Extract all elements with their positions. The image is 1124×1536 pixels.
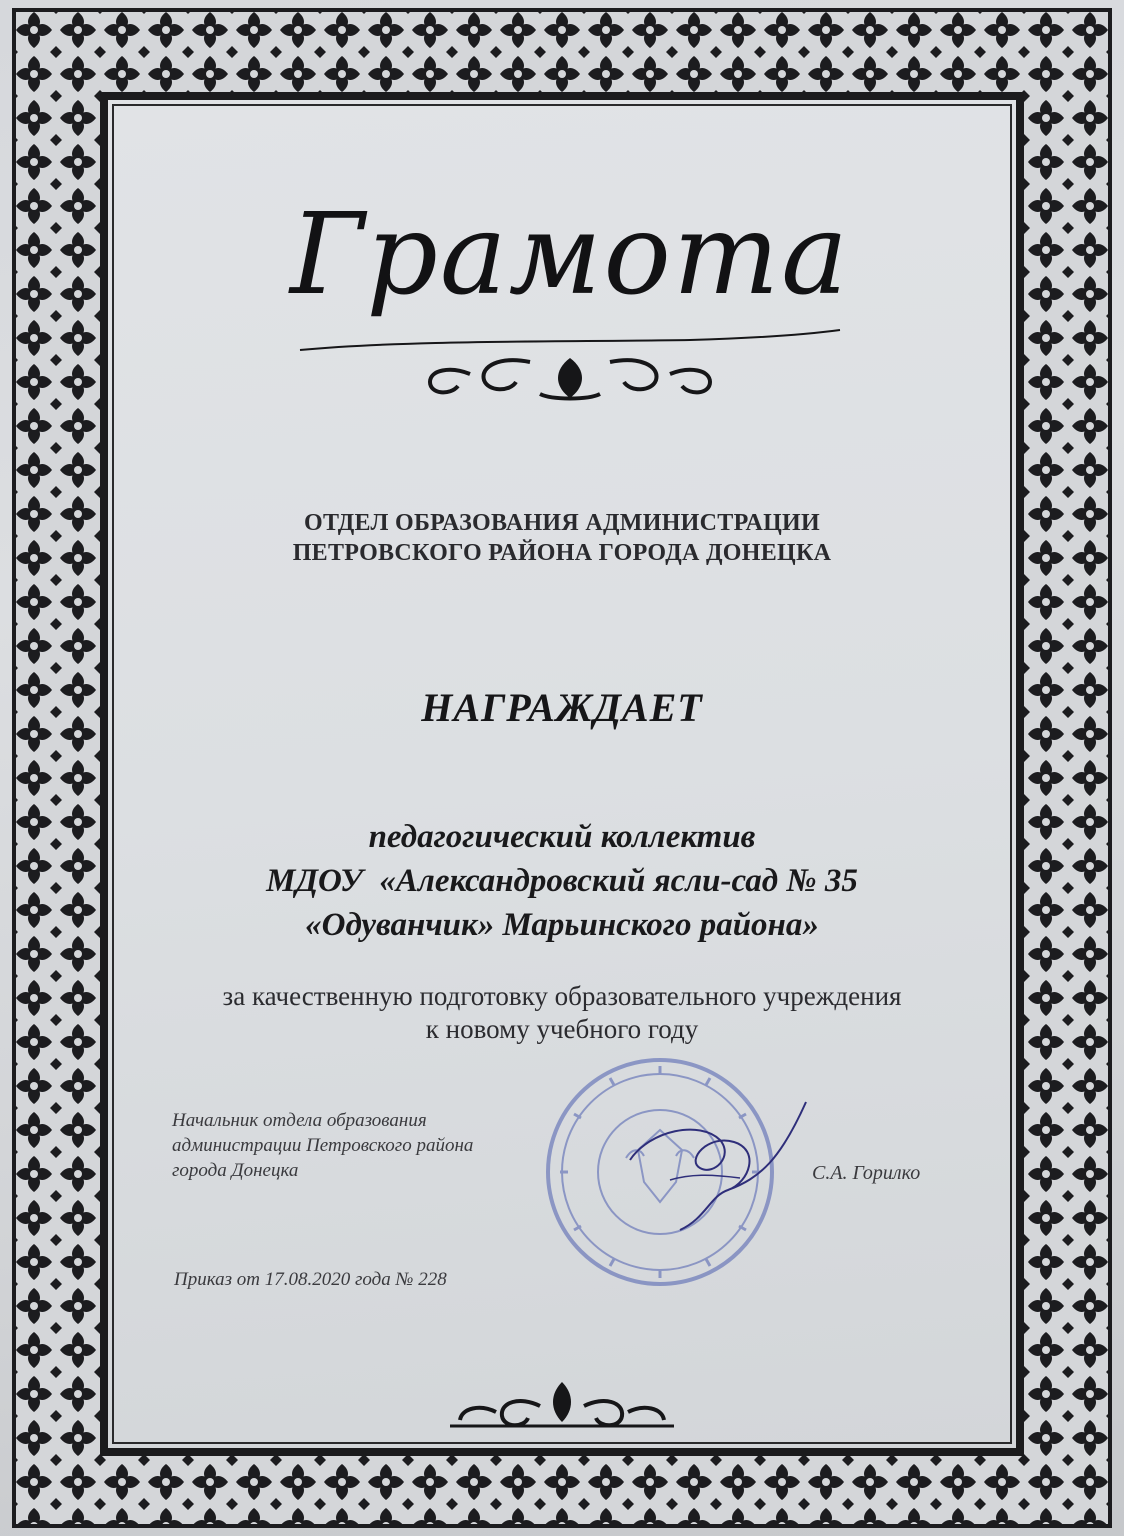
signer-name: С.А. Горилко	[812, 1162, 921, 1184]
handwritten-signature	[610, 1090, 820, 1240]
reason-block	[130, 980, 994, 1046]
recipient-line-1: педагогический коллектив	[368, 819, 756, 855]
certificate-title: Грамота	[290, 190, 850, 320]
order-reference: Приказ от 17.08.2020 года № 228	[174, 1269, 447, 1290]
issuer-line-1: ОТДЕЛ ОБРАЗОВАНИЯ АДМИНИСТРАЦИИ	[303, 510, 820, 536]
signer-title-block	[172, 1108, 612, 1183]
signer-title-line-3: города Донецка	[172, 1160, 299, 1181]
signer-title-line-2: администрации Петровского района	[172, 1135, 474, 1156]
issuer-line-2: ПЕТРОВСКОГО РАЙОНА ГОРОДА ДОНЕЦКА	[292, 540, 832, 566]
title-flourish-ornament	[290, 300, 850, 410]
bottom-flourish-ornament	[440, 1376, 684, 1432]
recipient-block	[130, 815, 994, 947]
reason-line-1: за качественную подготовку образовательного учреждения	[222, 981, 902, 1011]
signer-title-line-1: Начальник отдела образования	[172, 1110, 427, 1131]
recipient-line-3: «Одуванчик» Марьинского района»	[305, 907, 819, 943]
award-verb: НАГРАЖДАЕТ	[421, 685, 703, 730]
issuer-block	[180, 508, 944, 568]
recipient-line-2: МДОУ «Александровский ясли-сад № 35	[266, 863, 858, 899]
reason-line-2: к новому учебного году	[425, 1014, 699, 1044]
